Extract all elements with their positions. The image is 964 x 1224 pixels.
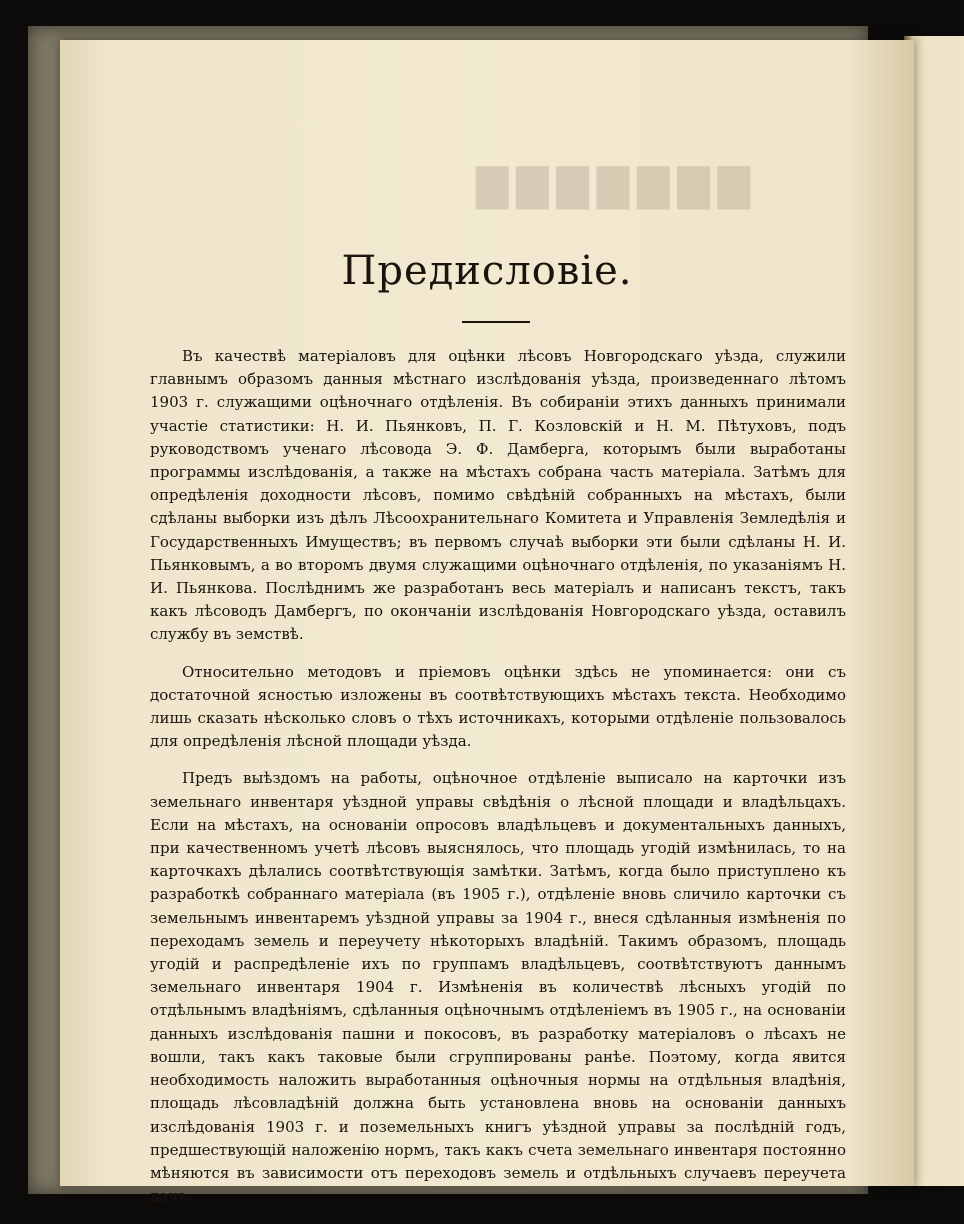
show-through-texture: ▇▇▇▇▇▇▇ [467,160,750,209]
body-text [150,345,846,1222]
paragraph-1: Въ качествѣ матеріаловъ для оцѣнки лѣсовъ Новгородскаго уѣзда, служили главнымъ образомъ данныя мѣстнаго изслѣдованія уѣзда, произведеннаго лѣтомъ 1903 г. служащими оцѣночнаго отдѣленія. Въ собираніи этихъ данныхъ принимали участіе статистики: Н. И. Пьянковъ, П. Г. Козловскій и Н. М. Пѣтуховъ, подъ руководствомъ ученаго лѣсовода Э. Ф. Дамберга, которымъ были выработаны программы изслѣдованія, а также на мѣстахъ собрана часть матеріала. Затѣмъ для опредѣленія доходности лѣсовъ, помимо свѣдѣній собранныхъ на мѣстахъ, были сдѣланы выборки изъ дѣлъ Лѣсоохранительнаго Комитета и Управленія Земледѣлія и Государственныхъ Имуществъ; въ первомъ случаѣ выборки эти были сдѣланы Н. И. Пьянковымъ, а во второмъ двумя служащими оцѣночнаго отдѣленія, по указаніямъ Н. И. Пьянкова. Послѣднимъ же разработанъ весь матеріалъ и написанъ текстъ, такъ какъ лѣсоводъ Дамбергъ, по окончаніи изслѣдованія Новгородскаго уѣзда, оставилъ службу въ земствѣ. [150,347,846,644]
paragraph-2: Относительно методовъ и пріемовъ оцѣнки здѣсь не упоминается: они съ достаточной ясностью изложены въ соотвѣтствующихъ мѣстахъ текста. Необходимо лишь сказать нѣсколько словъ о тѣхъ источникахъ, которыми отдѣленіе пользовалось для опредѣленія лѣсной площади уѣзда. [150,662,846,751]
title-underline-rule [462,321,530,323]
paragraph-3: Предъ выѣздомъ на работы, оцѣночное отдѣленіе выписало на карточки изъ земельнаго инвентаря уѣздной управы свѣдѣнія о лѣсной площади и владѣльцахъ. Если на мѣстахъ, на основаніи опросовъ владѣльцевъ и документальныхъ данныхъ, при качественномъ учетѣ лѣсовъ выяснялось, что площадь угодій измѣнилась, то на карточкахъ дѣлались соотвѣтствующія замѣтки. Затѣмъ, когда было приступлено къ разработкѣ собраннаго матеріала (въ 1905 г.), отдѣленіе вновь сличило карточки съ земельнымъ инвентаремъ уѣздной управы за 1904 г., внеся сдѣланныя измѣненія по переходамъ земель и переучету нѣкоторыхъ владѣній. Такимъ образомъ, площадь угодій и распредѣленіе ихъ по группамъ владѣльцевъ, соотвѣтствуютъ даннымъ земельнаго инвентаря 1904 г. Измѣненія въ количествѣ лѣсныхъ угодій по отдѣльнымъ владѣніямъ, сдѣланныя оцѣночнымъ отдѣленіемъ въ 1905 г., на основаніи данныхъ изслѣдованія пашни и покосовъ, въ разработку матеріаловъ о лѣсахъ не вошли, такъ какъ таковые были сгруппированы ранѣе. Поэтому, когда явится необходимость наложить выработанныя оцѣночныя нормы на отдѣльныя владѣнія, площадь лѣсовладѣній должна быть установлена вновь на основаніи данныхъ изслѣдованія 1903 г. и поземельныхъ книгъ уѣздной управы за послѣдній годъ, предшествующій наложенію нормъ, такъ какъ счета земельнаго инвентаря постоянно мѣняются въ зависимости отъ переходовъ земель и отдѣльныхъ случаевъ переучета дачъ. [150,769,846,1206]
page-title: Предисловіе. [341,248,633,294]
document-page [60,40,914,1206]
